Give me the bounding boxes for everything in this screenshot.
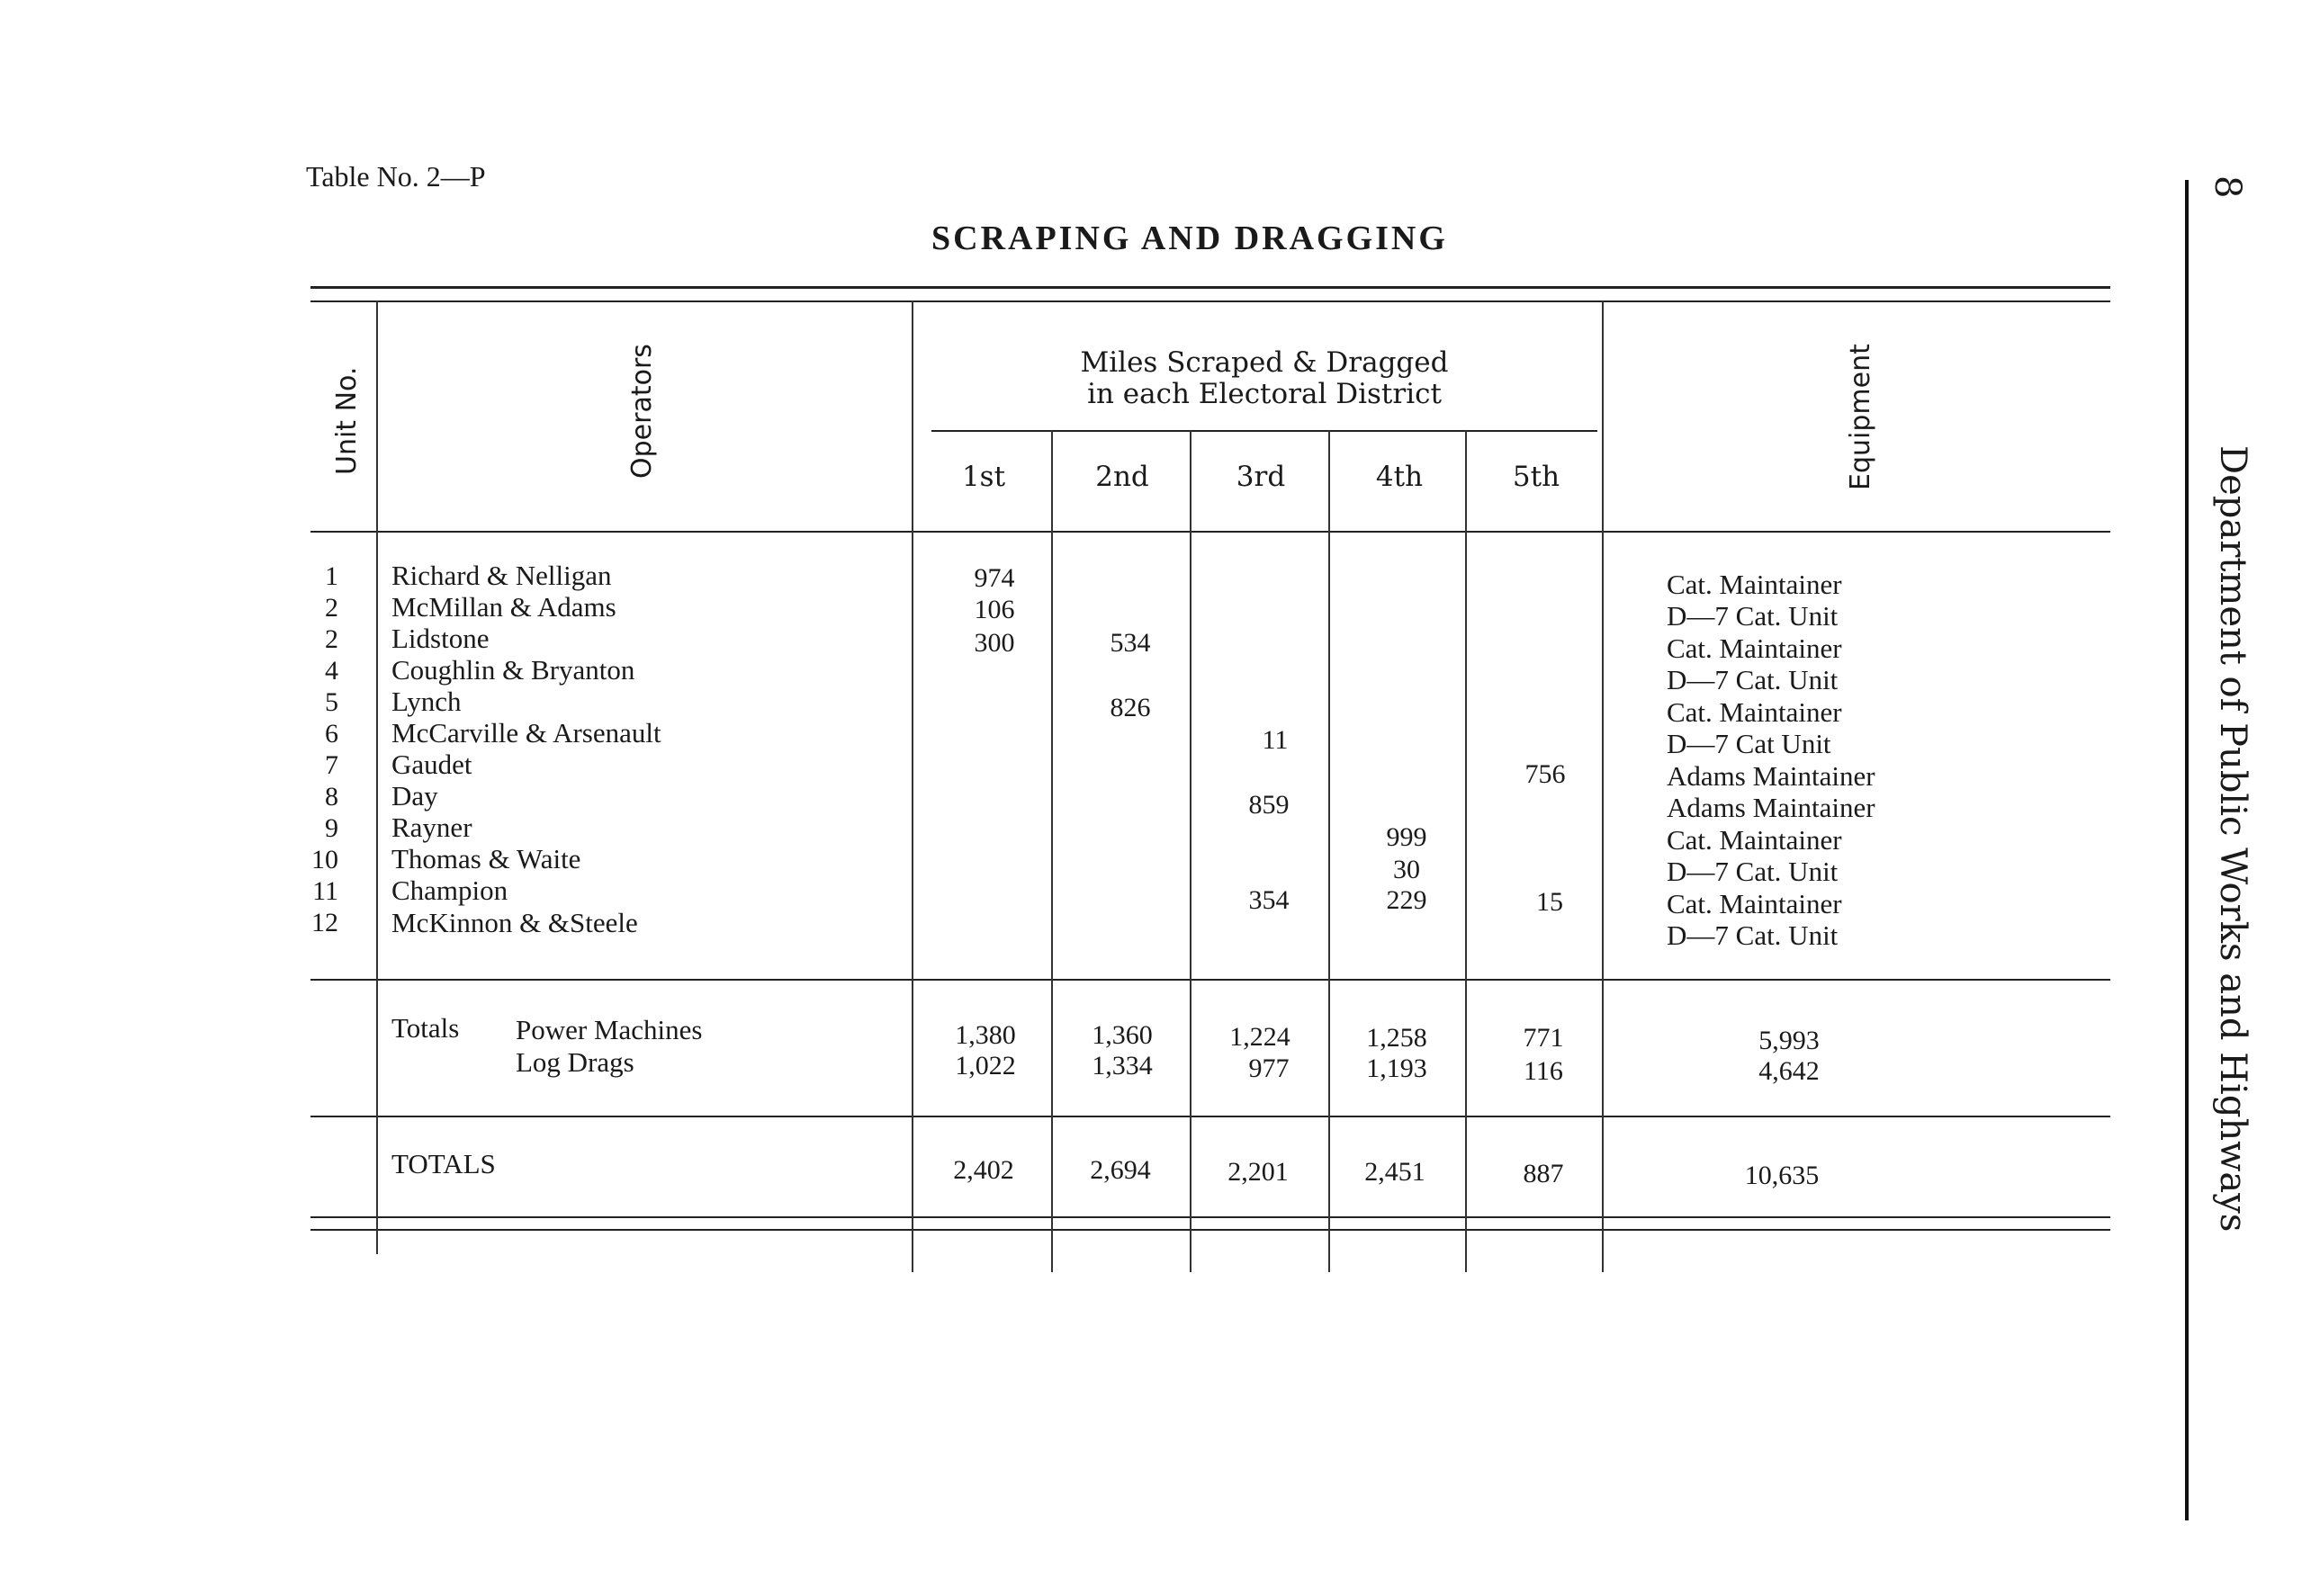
grand-total-d2: 2,694 bbox=[1090, 1155, 1151, 1185]
log-total-d5: 116 bbox=[1524, 1056, 1563, 1086]
row-unit: 9 bbox=[325, 813, 338, 843]
power-total-d2: 1,360 bbox=[1092, 1020, 1153, 1050]
row-d2: 826 bbox=[1110, 693, 1151, 722]
table-label: Table No. 2—P bbox=[306, 160, 486, 193]
header-operators: Operators bbox=[626, 344, 658, 479]
row-unit: 5 bbox=[325, 687, 338, 717]
header-equipment: Equipment bbox=[1845, 344, 1876, 490]
log-total-d2: 1,334 bbox=[1092, 1051, 1153, 1080]
power-total-d3: 1,224 bbox=[1229, 1022, 1290, 1052]
row-operator: Gaudet bbox=[391, 749, 472, 780]
bottom-rule-1 bbox=[310, 1216, 2110, 1218]
row-operator: Coughlin & Bryanton bbox=[391, 654, 635, 686]
row-operator: Thomas & Waite bbox=[391, 843, 581, 874]
grand-total-d3: 2,201 bbox=[1227, 1157, 1289, 1187]
district-header-rule bbox=[931, 430, 1597, 432]
row-equipment: D—7 Cat. Unit bbox=[1667, 919, 1839, 951]
grand-total-d1: 2,402 bbox=[953, 1155, 1014, 1185]
header-miles-line1: Miles Scraped & Dragged bbox=[1080, 346, 1449, 379]
grand-total-d5: 887 bbox=[1523, 1159, 1564, 1188]
power-machines-label: Power Machines bbox=[516, 1014, 703, 1045]
row-equipment: Cat. Maintainer bbox=[1667, 888, 1842, 919]
row-d4: 999 bbox=[1386, 822, 1427, 852]
row-equipment: D—7 Cat Unit bbox=[1667, 728, 1831, 759]
row-operator: Champion bbox=[391, 874, 508, 906]
row-unit: 11 bbox=[312, 876, 338, 906]
row-d2: 534 bbox=[1110, 628, 1151, 658]
margin-rule bbox=[2185, 180, 2189, 1520]
row-operator: Lidstone bbox=[391, 623, 490, 654]
row-unit: 4 bbox=[325, 656, 338, 686]
log-total-d4: 1,193 bbox=[1366, 1054, 1427, 1083]
grand-total-all: 10,635 bbox=[1744, 1161, 1820, 1190]
row-unit: 10 bbox=[311, 845, 338, 874]
row-operator: McKinnon & &Steele bbox=[391, 907, 638, 938]
row-d3: 11 bbox=[1262, 725, 1289, 755]
row-unit: 1 bbox=[325, 561, 338, 591]
totals-bottom-rule bbox=[310, 1116, 2110, 1117]
row-unit: 2 bbox=[325, 593, 338, 623]
row-equipment: Adams Maintainer bbox=[1667, 760, 1875, 792]
row-operator: Lynch bbox=[391, 686, 462, 717]
row-unit: 2 bbox=[325, 624, 338, 654]
header-unit-no: Unit No. bbox=[331, 366, 363, 475]
header-district-2nd: 2nd bbox=[1095, 461, 1149, 493]
power-total-d5: 771 bbox=[1523, 1023, 1564, 1053]
row-equipment: D—7 Cat. Unit bbox=[1667, 856, 1839, 887]
grand-total-d4: 2,451 bbox=[1364, 1157, 1425, 1187]
header-district-3rd: 3rd bbox=[1236, 461, 1286, 493]
log-total-all: 4,642 bbox=[1758, 1056, 1820, 1086]
row-unit: 8 bbox=[325, 782, 338, 811]
page-number: 8 bbox=[2207, 175, 2248, 199]
row-operator: Rayner bbox=[391, 811, 472, 843]
log-total-d1: 1,022 bbox=[955, 1051, 1016, 1080]
row-d3: 354 bbox=[1248, 885, 1290, 915]
header-miles-line2: in each Electoral District bbox=[1087, 378, 1442, 410]
row-d1: 974 bbox=[974, 563, 1015, 593]
body-bottom-rule bbox=[310, 979, 2110, 981]
row-equipment: D—7 Cat. Unit bbox=[1667, 600, 1839, 632]
header-district-1st: 1st bbox=[961, 461, 1006, 493]
row-d4: 229 bbox=[1386, 885, 1427, 915]
col-rule-unit bbox=[376, 300, 378, 1254]
row-d5: 756 bbox=[1524, 759, 1566, 789]
row-operator: McMillan & Adams bbox=[391, 591, 616, 623]
row-unit: 12 bbox=[311, 908, 338, 937]
col-rule-operators bbox=[912, 300, 913, 1272]
bottom-rule-2 bbox=[310, 1229, 2110, 1231]
log-total-d3: 977 bbox=[1248, 1054, 1290, 1083]
header-bottom-rule bbox=[310, 531, 2110, 533]
row-unit: 7 bbox=[325, 750, 338, 780]
row-d5: 15 bbox=[1536, 887, 1563, 917]
col-rule-d1 bbox=[1051, 430, 1053, 1272]
row-d4: 30 bbox=[1393, 855, 1420, 884]
top-rule-1 bbox=[310, 286, 2110, 289]
totals-label: Totals bbox=[391, 1012, 460, 1044]
row-equipment: Cat. Maintainer bbox=[1667, 632, 1842, 664]
grand-totals-label: TOTALS bbox=[391, 1148, 496, 1179]
table-title: SCRAPING AND DRAGGING bbox=[931, 220, 1448, 257]
row-equipment: Cat. Maintainer bbox=[1667, 824, 1842, 856]
header-district-4th: 4th bbox=[1375, 461, 1424, 493]
row-equipment: Cat. Maintainer bbox=[1667, 696, 1842, 728]
row-d3: 859 bbox=[1248, 790, 1290, 820]
header-district-5th: 5th bbox=[1512, 461, 1560, 493]
row-d1: 106 bbox=[974, 595, 1015, 624]
row-unit: 6 bbox=[325, 719, 338, 749]
row-operator: Richard & Nelligan bbox=[391, 560, 612, 591]
power-total-all: 5,993 bbox=[1758, 1026, 1820, 1055]
row-operator: Day bbox=[391, 780, 438, 811]
running-head: Department of Public Works and Highways bbox=[2212, 445, 2253, 1233]
power-total-d1: 1,380 bbox=[955, 1020, 1016, 1050]
power-total-d4: 1,258 bbox=[1366, 1023, 1427, 1053]
top-rule-2 bbox=[310, 300, 2110, 302]
row-equipment: Cat. Maintainer bbox=[1667, 569, 1842, 600]
col-rule-d5 bbox=[1602, 300, 1604, 1272]
row-d1: 300 bbox=[974, 628, 1015, 658]
col-rule-d2 bbox=[1190, 430, 1191, 1272]
col-rule-d3 bbox=[1328, 430, 1330, 1272]
row-equipment: Adams Maintainer bbox=[1667, 792, 1875, 823]
row-equipment: D—7 Cat. Unit bbox=[1667, 664, 1839, 695]
col-rule-d4 bbox=[1465, 430, 1467, 1272]
log-drags-label: Log Drags bbox=[516, 1046, 634, 1078]
row-operator: McCarville & Arsenault bbox=[391, 717, 661, 749]
